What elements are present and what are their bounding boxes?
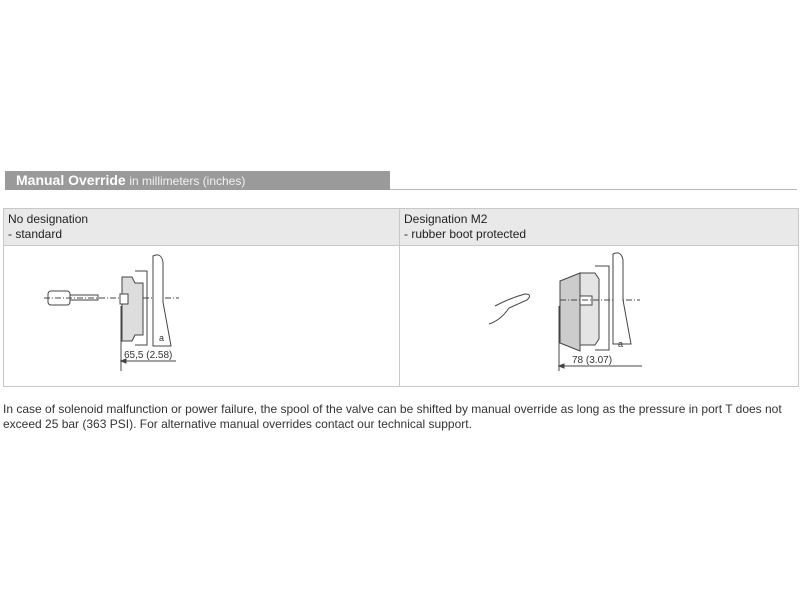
description-label: - standard — [8, 227, 63, 241]
note-paragraph: In case of solenoid malfunction or power failure, the spool of the valve can be shifted by manual override as long as the pressure in port T does not exceed 25 bar (363 PSI). For alternative manual overrides contact our technical support. — [3, 402, 782, 431]
section-title: Manual Override — [16, 172, 126, 188]
label-a: a — [618, 339, 624, 349]
drawing-m2 — [400, 246, 799, 387]
column-header-standard — [4, 209, 400, 246]
description-label: - rubber boot protected — [404, 227, 527, 241]
header-rule — [390, 189, 797, 190]
dimension-label: 65,5 (2.58) — [124, 350, 173, 361]
standard-override-drawing — [4, 246, 399, 386]
dimension-label: 78 (3.07) — [572, 355, 613, 366]
column-header-m2 — [400, 209, 799, 246]
unit-note: in millimeters (inches) — [129, 174, 246, 188]
override-table — [3, 208, 799, 387]
m2-override-drawing — [400, 246, 798, 386]
finger-icon — [489, 294, 530, 324]
drawing-standard — [4, 246, 400, 387]
label-a: a — [159, 333, 165, 343]
designation-label: No designation — [8, 212, 89, 226]
designation-label: Designation M2 — [404, 212, 488, 226]
section-header — [5, 171, 390, 190]
